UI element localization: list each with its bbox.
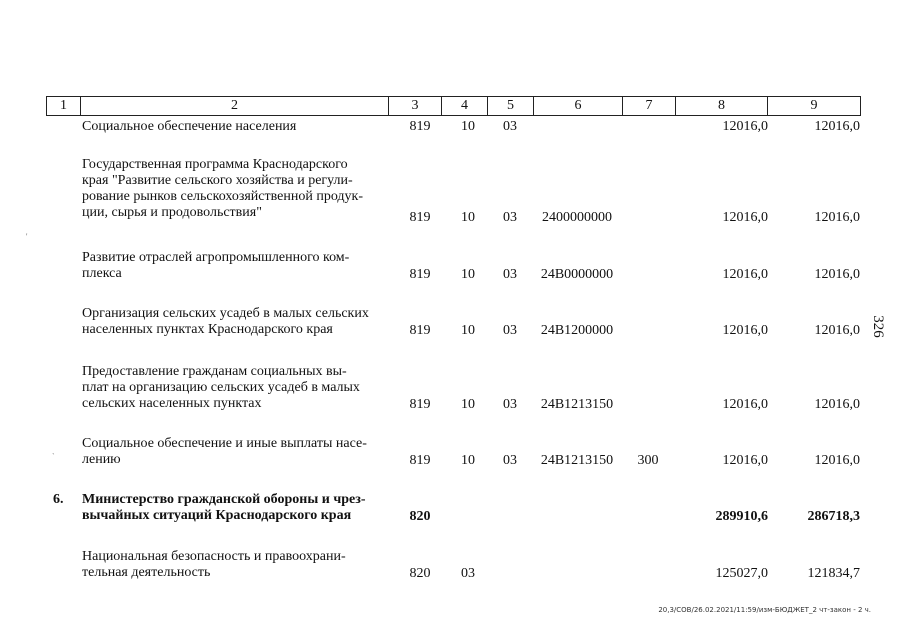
footer-stamp: 20,3/СОВ/26.02.2021/11:59/изм-БЮДЖЕТ_2 чт-закон - 2 ч. — [658, 606, 871, 614]
cell-c8: 12016,0 — [722, 267, 768, 282]
cell-c7: 300 — [637, 453, 659, 468]
header-col-5: 5 — [488, 97, 534, 115]
cell-c9: 12016,0 — [814, 210, 860, 225]
cell-c4: 10 — [461, 397, 475, 412]
header-col-8: 8 — [676, 97, 768, 115]
header-col-2: 2 — [81, 97, 389, 115]
cell-c9: 12016,0 — [814, 397, 860, 412]
cell-c3: 819 — [409, 267, 431, 282]
row-name: Предоставление гражданам социальных вы- плат на организацию сельских усадеб в малых сельских населенных пунктах — [82, 364, 360, 411]
header-col-4: 4 — [442, 97, 488, 115]
cell-c6: 2400000000 — [542, 210, 612, 225]
row-name: Развитие отраслей агропромышленного ком- плекса — [82, 250, 350, 281]
cell-c9: 286718,3 — [807, 509, 860, 524]
header-col-6: 6 — [534, 97, 623, 115]
cell-c9: 12016,0 — [814, 323, 860, 338]
row-name: Национальная безопасность и правоохрани- тельная деятельность — [82, 549, 346, 580]
header-col-7: 7 — [623, 97, 676, 115]
row-number: 6. — [53, 492, 64, 507]
cell-c6: 24В1200000 — [540, 323, 614, 338]
cell-c5: 03 — [503, 267, 517, 282]
cell-c8: 12016,0 — [722, 323, 768, 338]
cell-c8: 12016,0 — [722, 397, 768, 412]
cell-c3: 819 — [409, 323, 431, 338]
cell-c5: 03 — [503, 397, 517, 412]
cell-c5: 03 — [503, 210, 517, 225]
cell-c5: 03 — [503, 323, 517, 338]
cell-c6: 24В1213150 — [540, 397, 614, 412]
cell-c5: 03 — [503, 453, 517, 468]
cell-c6: 24В1213150 — [540, 453, 614, 468]
cell-c9: 12016,0 — [814, 119, 860, 134]
row-name: Социальное обеспечение и иные выплаты насе- лению — [82, 436, 367, 467]
scan-mark: ` — [52, 452, 55, 461]
cell-c3: 819 — [409, 119, 431, 134]
cell-c3: 819 — [409, 397, 431, 412]
row-name: Социальное обеспечение населения — [82, 119, 297, 134]
cell-c4: 10 — [461, 210, 475, 225]
cell-c3: 819 — [409, 210, 431, 225]
cell-c3: 819 — [409, 453, 431, 468]
cell-c4: 10 — [461, 267, 475, 282]
cell-c8: 289910,6 — [715, 509, 768, 524]
cell-c6: 24В0000000 — [540, 267, 614, 282]
cell-c3: 820 — [409, 509, 431, 524]
header-col-3: 3 — [389, 97, 442, 115]
cell-c4: 03 — [461, 566, 475, 581]
cell-c4: 10 — [461, 453, 475, 468]
row-name: Государственная программа Краснодарского края "Развитие сельского хозяйства и регули- рование рынков сельскохозяйственной продук- ции, сырья и продовольствия" — [82, 157, 364, 220]
cell-c8: 12016,0 — [722, 119, 768, 134]
row-name: Организация сельских усадеб в малых сельских населенных пунктах Краснодарского края — [82, 306, 369, 337]
table-header — [46, 96, 861, 116]
header-col-1: 1 — [47, 97, 81, 115]
cell-c8: 12016,0 — [722, 453, 768, 468]
cell-c4: 10 — [461, 119, 475, 134]
header-col-9: 9 — [810, 98, 818, 113]
scan-mark: ' — [26, 232, 28, 241]
page-number: 326 — [869, 315, 886, 338]
cell-c3: 820 — [409, 566, 431, 581]
cell-c8: 12016,0 — [722, 210, 768, 225]
cell-c4: 10 — [461, 323, 475, 338]
cell-c9: 121834,7 — [807, 566, 860, 581]
cell-c5: 03 — [503, 119, 517, 134]
cell-c9: 12016,0 — [814, 453, 860, 468]
cell-c9: 12016,0 — [814, 267, 860, 282]
cell-c8: 125027,0 — [715, 566, 768, 581]
row-name: Министерство гражданской обороны и чрез- вычайных ситуаций Краснодарского края — [82, 492, 366, 523]
